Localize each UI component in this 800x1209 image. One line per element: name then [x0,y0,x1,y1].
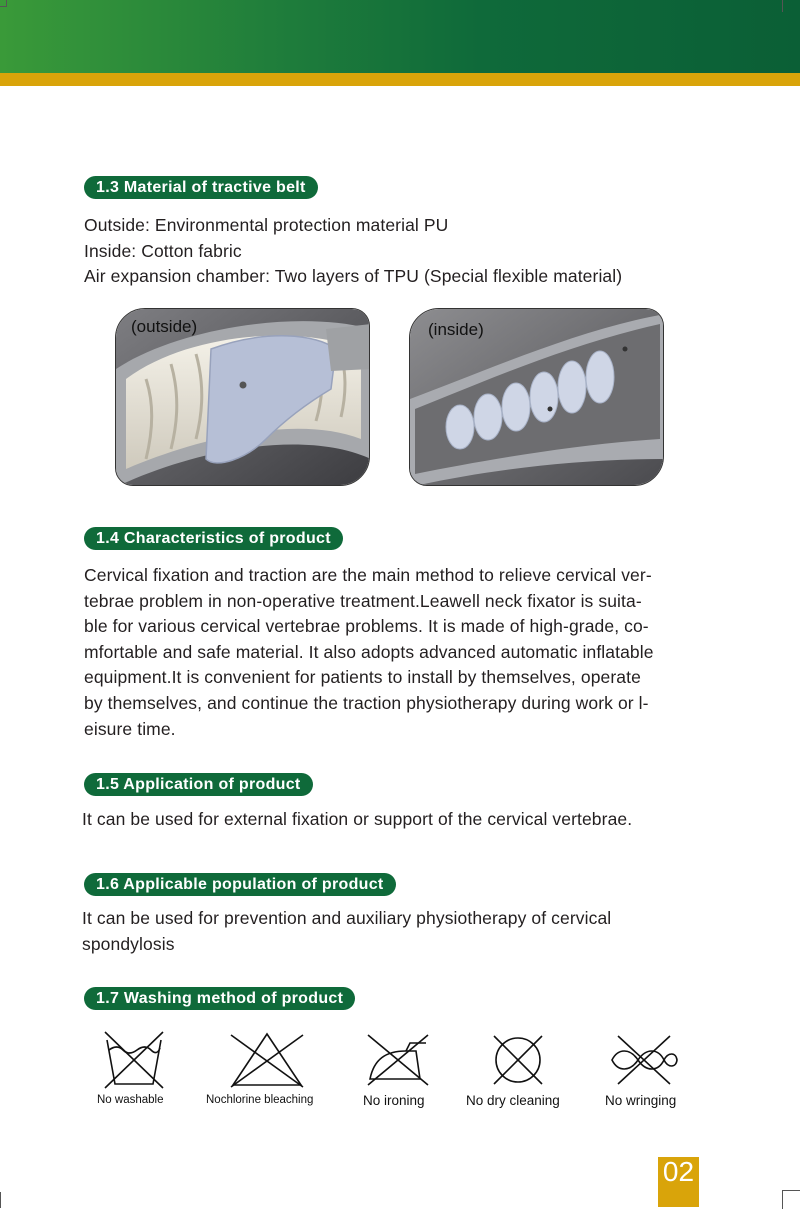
section-1-4-body [84,563,654,742]
crop-mark-top-left [0,0,7,7]
photo-outside-label: (outside) [131,317,198,336]
header-stripe [0,73,800,86]
paragraph-line: eisure time. [84,718,176,739]
crop-mark-bottom-left [0,1192,2,1208]
no-wringing-icon [608,1032,680,1088]
section-1-7-heading: 1.7 Washing method of product [84,987,355,1010]
section-1-5-body: It can be used for external fixation or support of the cervical vertebrae. [82,809,633,829]
crop-mark-top-right [782,0,784,12]
photo-inside-label: (inside) [428,320,484,339]
no-ironing-label: No ironing [363,1093,425,1108]
paragraph-line: ble for various cervical vertebrae problems. It is made of high-grade, co- [84,616,649,637]
no-ironing-icon [366,1031,430,1089]
no-bleach-label: Nochlorine bleaching [206,1094,314,1106]
section-1-3-body [84,213,622,290]
section-1-3-heading: 1.3 Material of tractive belt [84,176,318,199]
crop-mark-bottom-right [782,1190,800,1209]
no-washing-label: No washable [97,1094,164,1106]
material-line: Air expansion chamber: Two layers of TPU (Special flexible material) [84,266,623,287]
page-number: 02 [658,1157,699,1207]
paragraph-line: tebrae problem in non-operative treatment.Leawell neck fixator is suita- [84,590,642,611]
paragraph-line: mfortable and safe material. It also adopts advanced automatic inflatable [84,641,654,662]
paragraph-line: equipment.It is convenient for patients to install by themselves, operate [84,667,641,688]
section-1-6-heading: 1.6 Applicable population of product [84,873,396,896]
paragraph-line: by themselves, and continue the traction physiotherapy during work or l- [84,692,649,713]
material-line: Inside: Cotton fabric [84,240,242,261]
paragraph-line: spondylosis [82,933,175,954]
no-dry-cleaning-label: No dry cleaning [466,1093,560,1108]
no-wringing-label: No wringing [605,1093,677,1108]
section-1-6-body [82,906,611,957]
no-washing-icon [103,1030,165,1090]
paragraph-line: Cervical fixation and traction are the main method to relieve cervical ver- [84,565,652,585]
section-1-5-heading: 1.5 Application of product [84,773,313,796]
section-1-4-heading: 1.4 Characteristics of product [84,527,343,550]
no-dry-cleaning-icon [490,1032,546,1088]
paragraph-line: It can be used for prevention and auxiliary physiotherapy of cervical [82,908,612,928]
material-line: Outside: Environmental protection material PU [84,215,449,235]
header-band [0,0,800,73]
no-bleach-icon [229,1031,305,1089]
